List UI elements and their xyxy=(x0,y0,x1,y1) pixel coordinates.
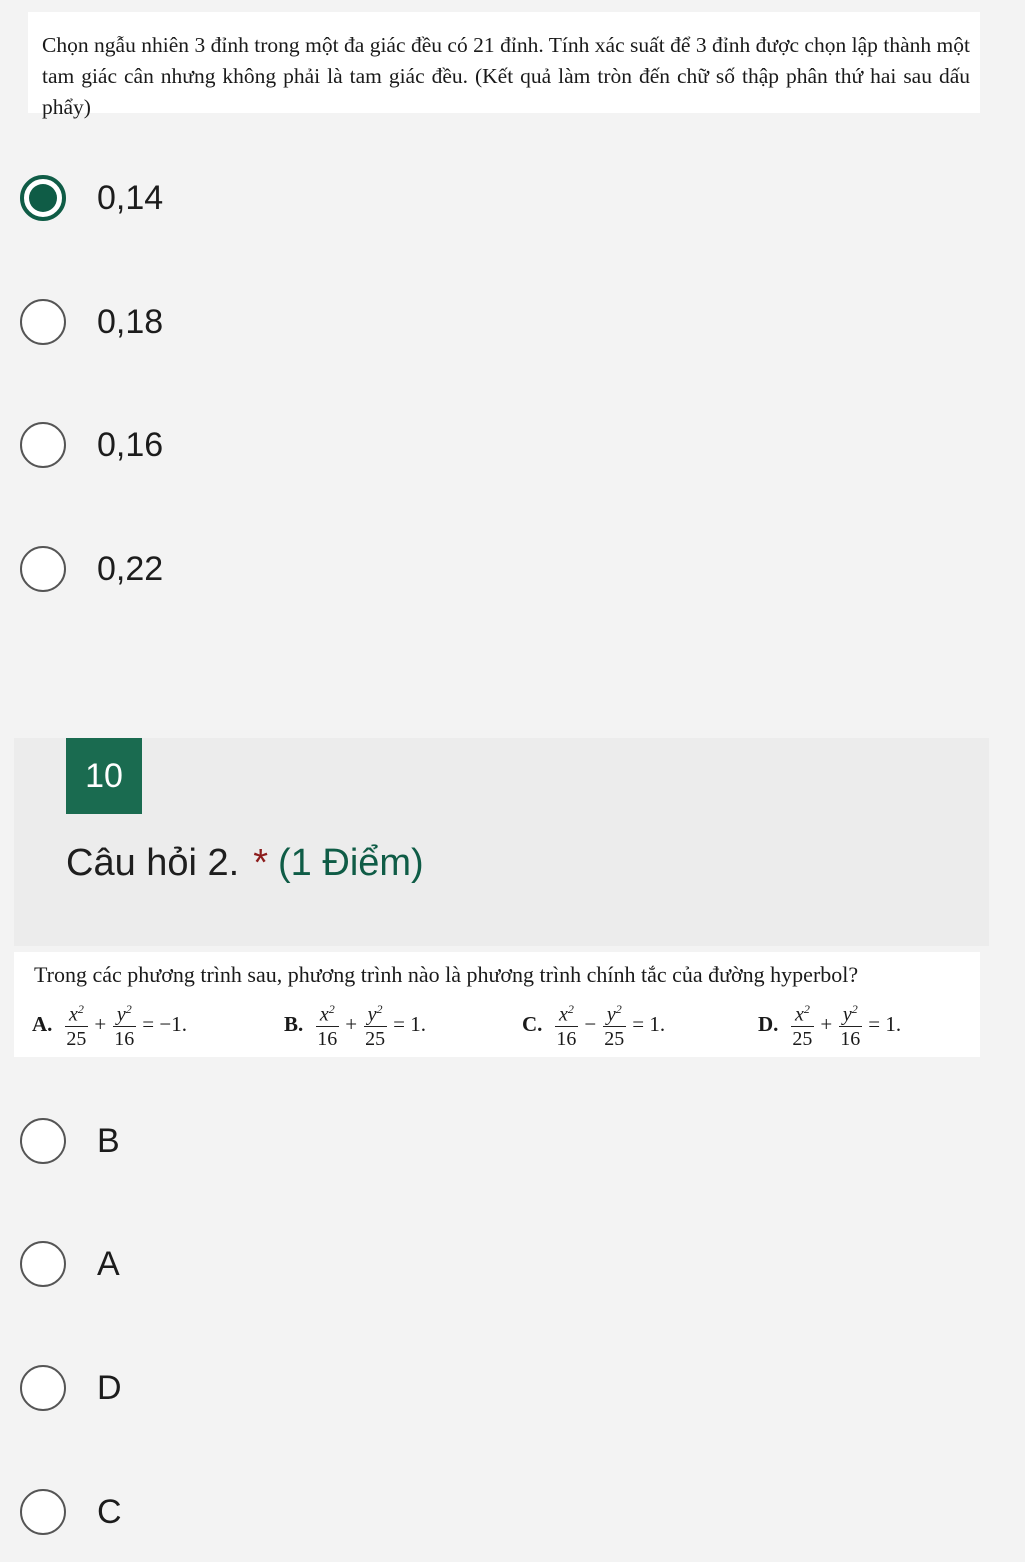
question-number-badge: 10 xyxy=(66,738,142,814)
equation-letter: C. xyxy=(522,1011,543,1036)
question-1-image xyxy=(28,12,980,119)
radio-icon[interactable] xyxy=(20,299,66,345)
equation-letter: B. xyxy=(284,1011,304,1036)
q2-option-3[interactable] xyxy=(20,1362,420,1414)
equation-c: C. $\frac{x^2}{16}$ − $\frac{y^2}{25}$ = 1. xyxy=(522,998,667,1051)
equation-a: A. $\frac{x^2}{25}$ + $\frac{y^2}{16}$ = −1. xyxy=(32,998,189,1051)
radio-icon[interactable] xyxy=(20,546,66,592)
radio-icon[interactable] xyxy=(20,1365,66,1411)
q2-option-4[interactable] xyxy=(20,1486,420,1538)
points-label: (1 Điểm) xyxy=(278,842,424,884)
equation-letter: A. xyxy=(32,1011,53,1036)
q1-option-label: 0,14 xyxy=(97,178,164,217)
q2-option-2[interactable] xyxy=(20,1238,420,1290)
q1-option-label: 0,16 xyxy=(97,425,164,464)
equation-d: D. $\frac{x^2}{25}$ + $\frac{y^2}{16}$ = 1. xyxy=(758,998,903,1051)
equation-b: B. $\frac{x^2}{16}$ + $\frac{y^2}{25}$ = 1. xyxy=(284,998,428,1051)
question-2-text: Trong các phương trình sau, phương trình nào là phương trình chính tắc của đường hyperbol? xyxy=(34,962,859,987)
radio-icon[interactable] xyxy=(20,1118,66,1164)
radio-icon[interactable] xyxy=(20,1489,66,1535)
q1-option-label: 0,18 xyxy=(97,302,164,341)
required-mark: * xyxy=(253,842,269,884)
question-1-text: Chọn ngẫu nhiên 3 đỉnh trong một đa giác đều có 21 đỉnh. Tính xác suất để 3 đỉnh được chọn lập thành một tam giác cân nhưng không phải là tam giác đều. (Kết quả làm tròn đến chữ số thập phân thứ hai sau dấu phẩy) xyxy=(42,33,970,119)
radio-selected-icon[interactable] xyxy=(20,175,66,221)
equation-letter: D. xyxy=(758,1011,779,1036)
radio-icon[interactable] xyxy=(20,1241,66,1287)
q2-option-1[interactable] xyxy=(20,1115,420,1167)
q1-option-1[interactable] xyxy=(20,172,420,224)
q1-option-3[interactable] xyxy=(20,419,420,471)
q2-option-label: A xyxy=(97,1244,120,1283)
question-2-header xyxy=(66,842,424,885)
q2-option-label: B xyxy=(97,1121,120,1160)
q1-option-4[interactable] xyxy=(20,543,420,595)
q2-option-label: D xyxy=(97,1368,122,1407)
q1-option-2[interactable] xyxy=(20,296,420,348)
radio-icon[interactable] xyxy=(20,422,66,468)
question-title: Câu hỏi 2. xyxy=(66,842,240,884)
question-2-image xyxy=(14,952,980,1057)
q1-option-label: 0,22 xyxy=(97,549,164,588)
q2-option-label: C xyxy=(97,1492,122,1531)
